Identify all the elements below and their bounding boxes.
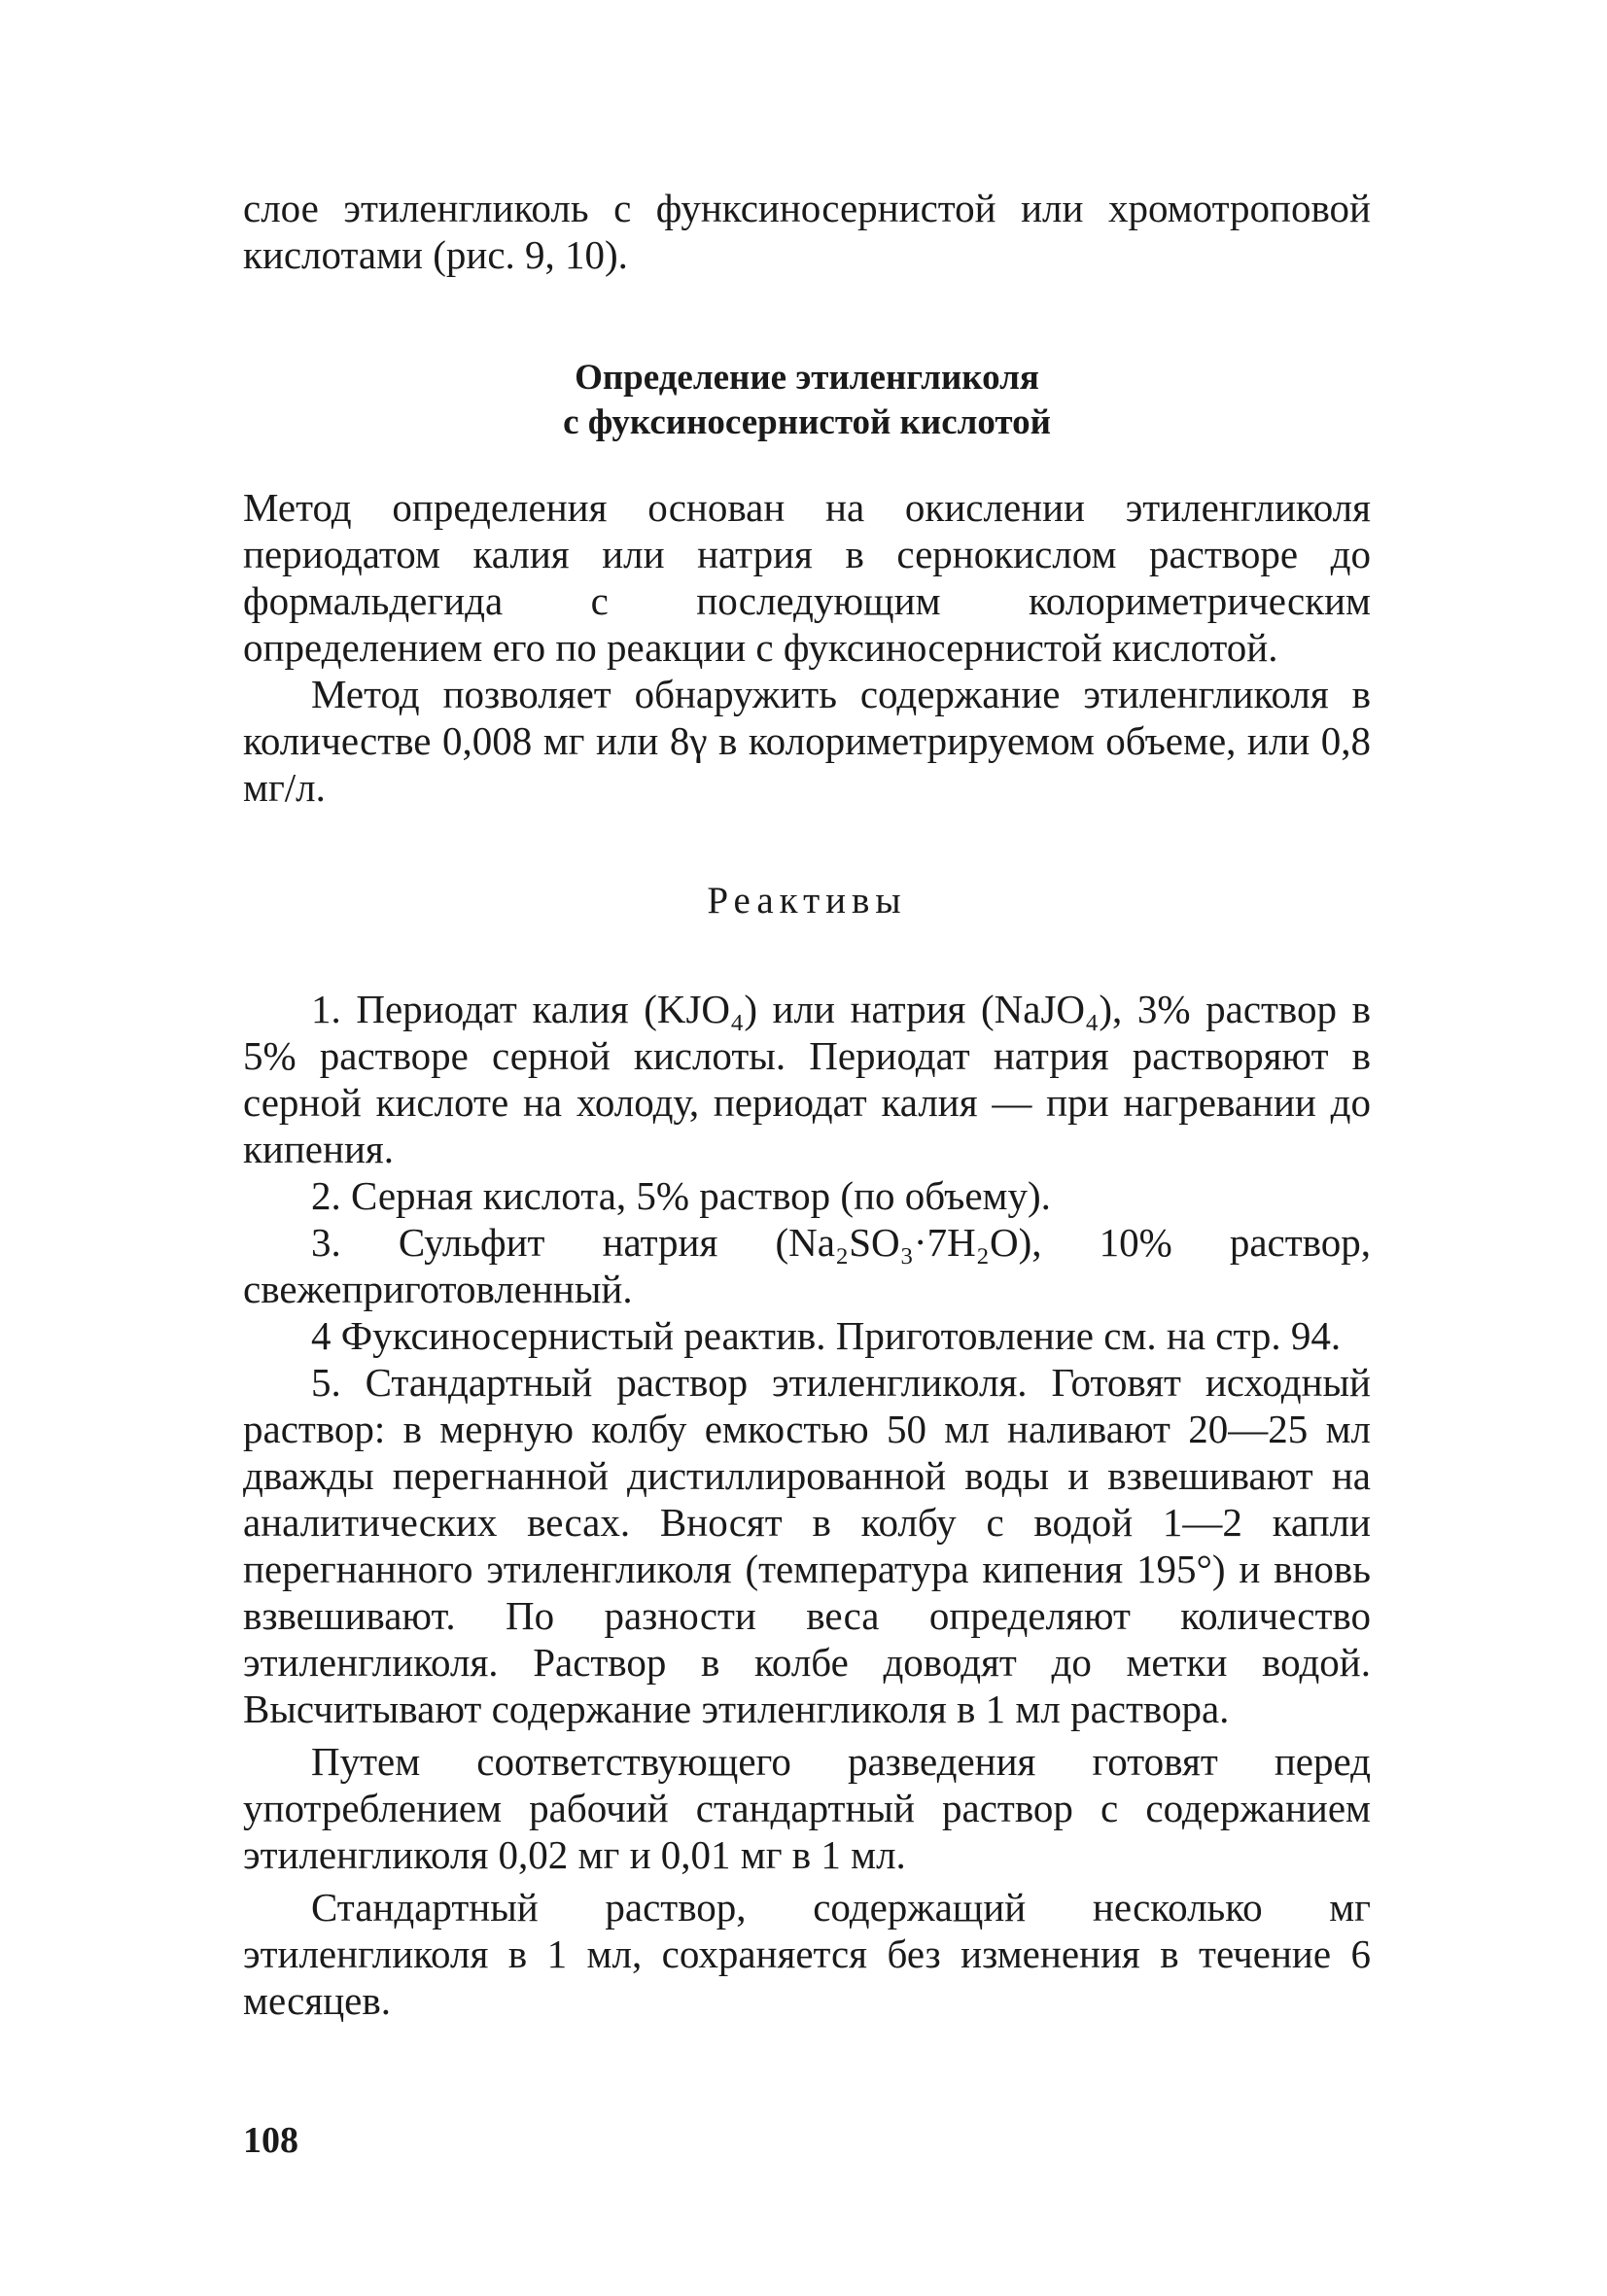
section-heading-line2: с фуксиносернистой кислотой <box>563 402 1051 442</box>
page-number: 108 <box>243 2120 298 2161</box>
reagent-item-5: 5. Стандартный раствор этиленгликоля. Готовят исходный раствор: в мерную колбу емкостью 50 мл наливают 20—25 мл дважды перегнанной дистиллированной воды и взвешивают на аналитических весах. Вносят в колбу с водой 1—2 капли перегнанного этиленгликоля (температура кипения 195°) и вновь взвешивают. По разности веса определяют количество этиленгликоля. Раствор в колбе доводят до метки водой. Высчитывают содержание этиленгликоля в 1 мл раствора. <box>243 1360 1371 1731</box>
dilution-paragraph: Путем соответствующего разведения готовят перед употреблением рабочий стандартный раствор с содержанием этиленгликоля 0,02 мг и 0,01 мг в 1 мл. <box>243 1739 1371 1877</box>
method-paragraph-2: Метод позволяет обнаружить содержание этиленгликоля в количестве 0,008 мг или 8γ в колориметрируемом объеме, или 0,8 мг/л. <box>243 672 1371 810</box>
reagent-item-1: 1. Периодат калия (KJO₄) или натрия (NaJO₄), 3% раствор в 5% растворе серной кислоты. Периодат натрия растворяют в серной кислоте на холоду, периодат калия — при нагревании до кипения. <box>243 987 1371 1171</box>
method-paragraph-1: Метод определения основан на окислении этиленгликоля периодатом калия или натрия в сернокислом растворе до формальдегида с последующим колориметрическим определением его по реакции с фуксиносернистой кислотой. <box>243 485 1371 670</box>
reagent-item-4: 4 Фуксиносернистый реактив. Приготовление см. на стр. 94. <box>311 1313 1342 1358</box>
reagent-item-2: 2. Серная кислота, 5% раствор (по объему). <box>311 1173 1051 1218</box>
page-body <box>243 185 1371 2024</box>
reagent-item-3: 3. Сульфит натрия (Na₂SO₃·7H₂O), 10% раствор, свежеприготовленный. <box>243 1220 1371 1311</box>
continued-paragraph: слое этиленгликоль с функсиносернистой или хромотроповой кислотами (рис. 9, 10). <box>243 186 1371 277</box>
reagents-heading: Реактивы <box>707 880 907 922</box>
stability-paragraph: Стандартный раствор, содержащий несколько мг этиленгликоля в 1 мл, сохраняется без изменения в течение 6 месяцев. <box>243 1885 1371 2023</box>
spacer <box>243 278 1371 356</box>
spacer <box>243 445 1371 484</box>
section-heading-line1: Определение этиленгликоля <box>575 358 1039 398</box>
spacer <box>243 922 1371 986</box>
spacer <box>243 811 1371 879</box>
